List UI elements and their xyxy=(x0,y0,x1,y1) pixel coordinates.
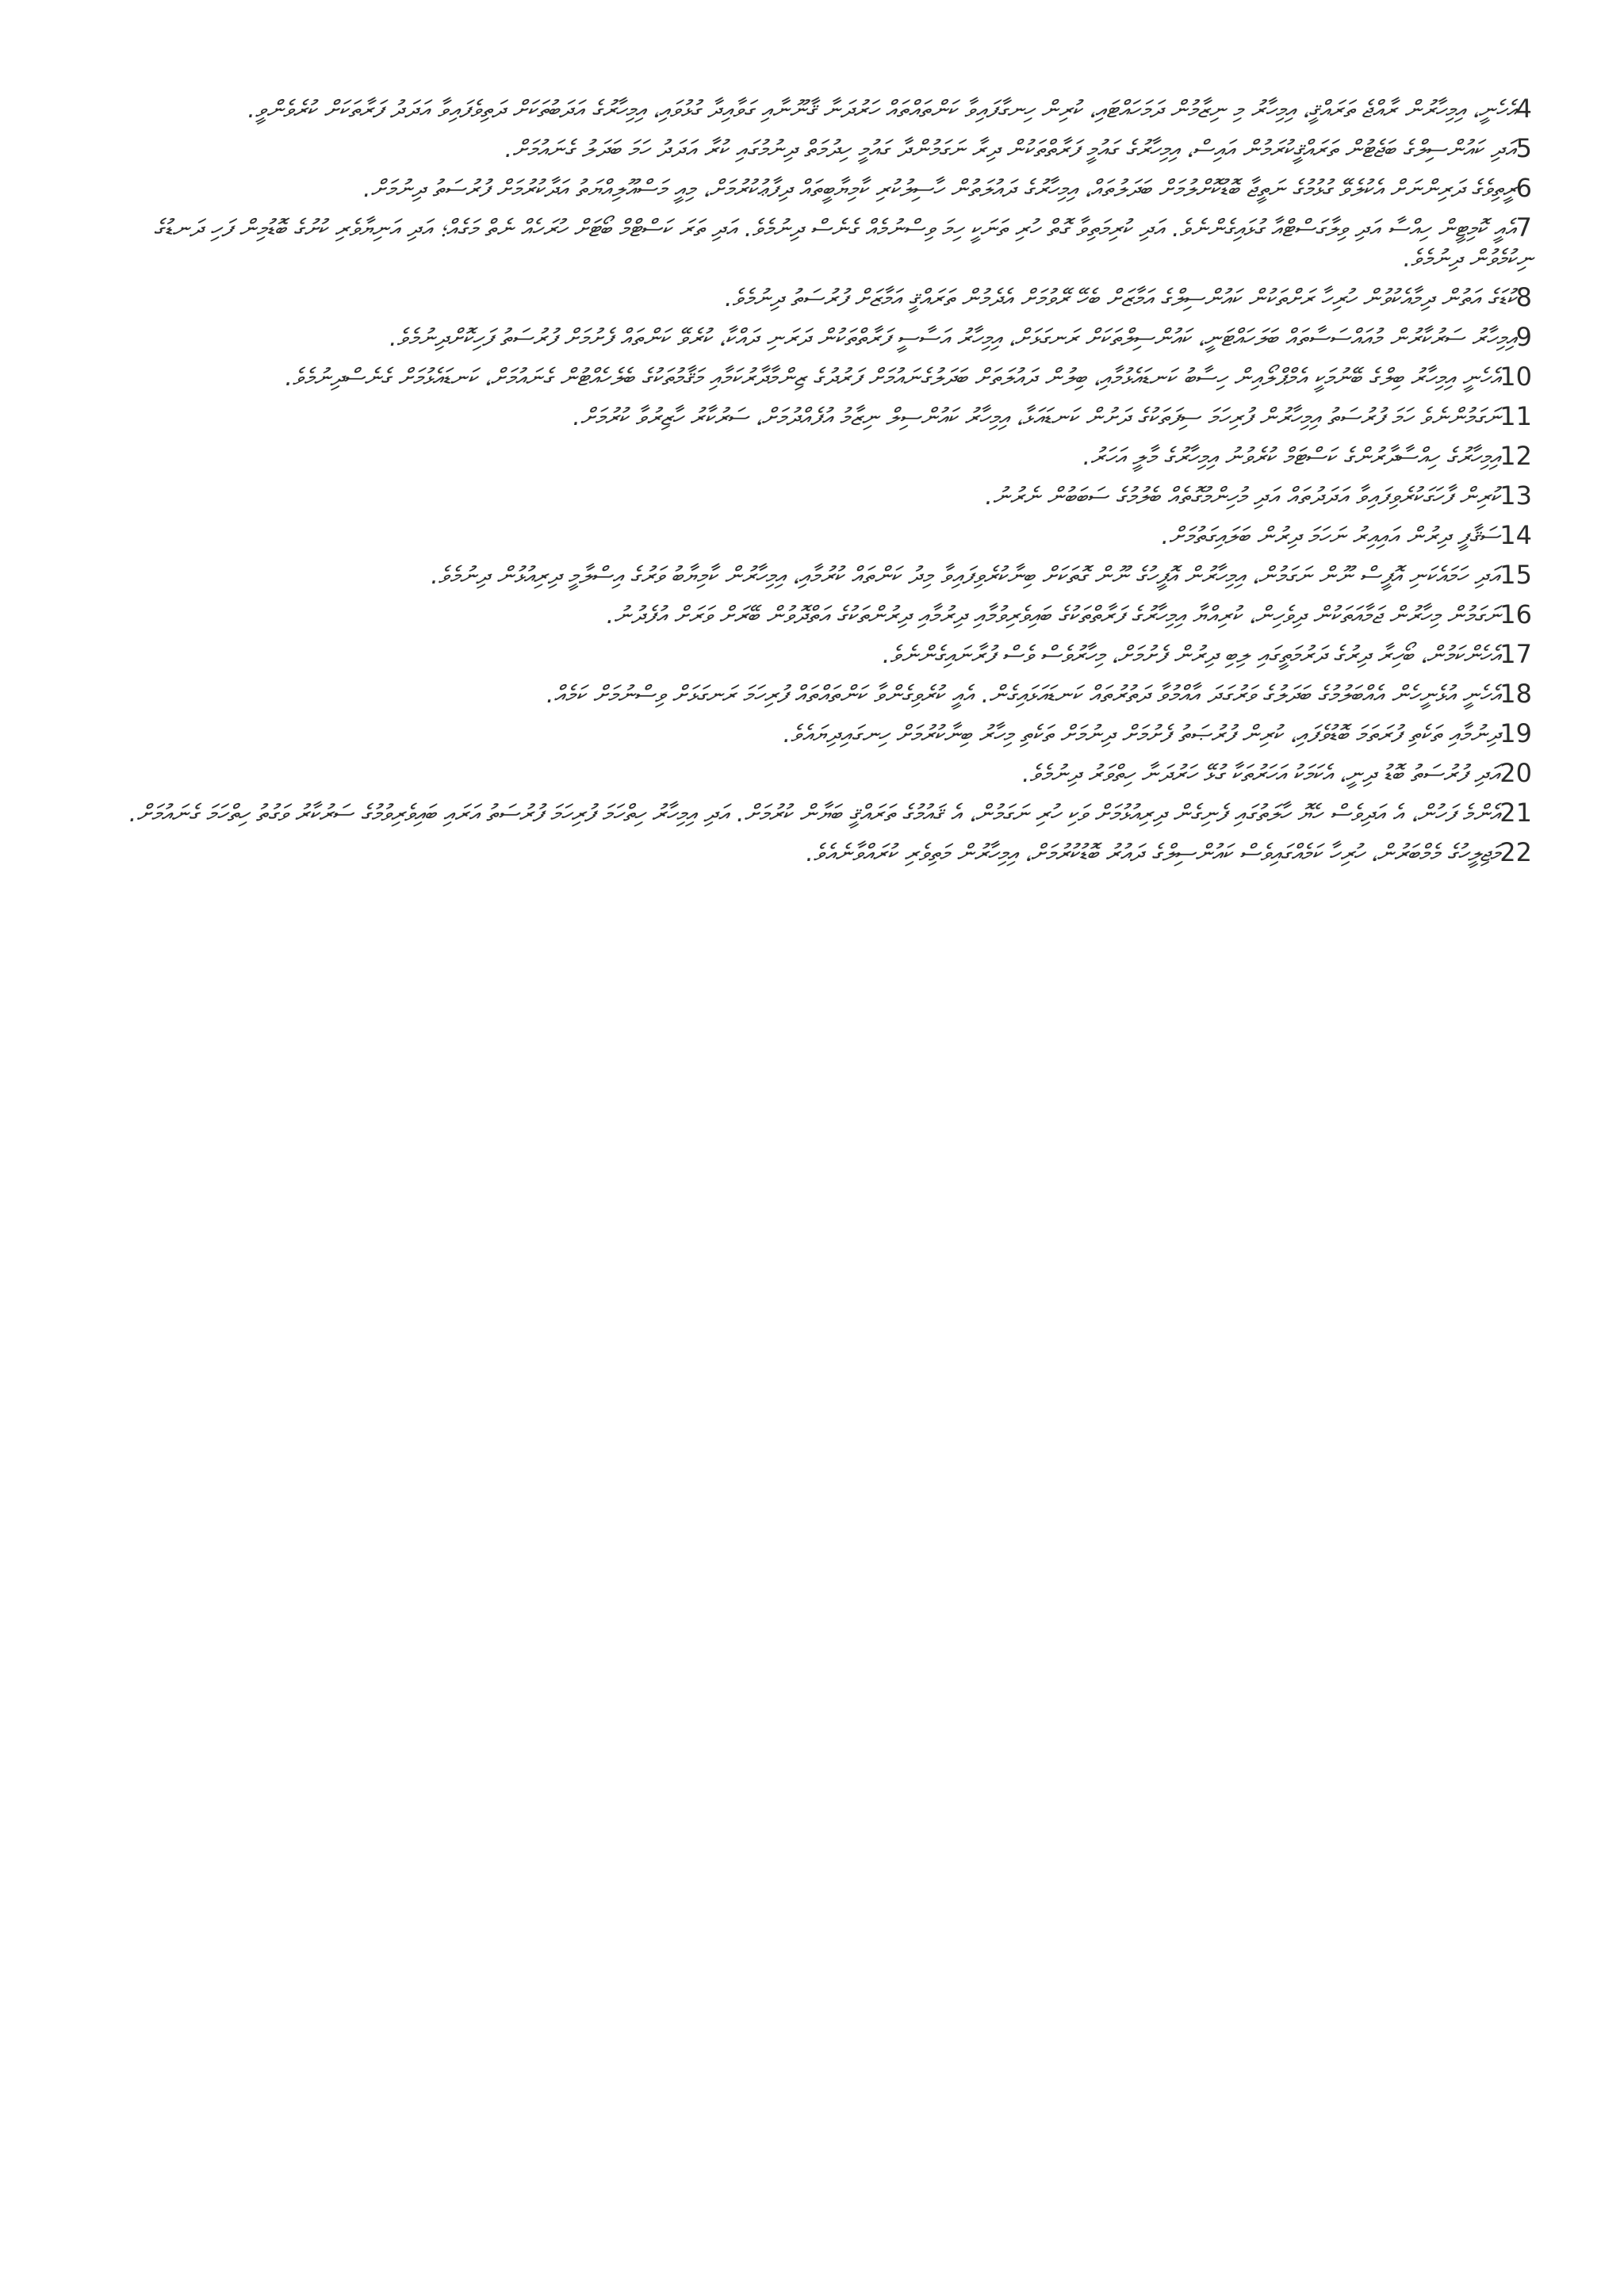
item-number: 4 xyxy=(1515,94,1532,124)
item-text: އެހެނީ އިމިހާރު ބިލްގެ ބޭނުމަކީ އެމްޕްލޯއިން ހިސާބު ކަނޑައެޅުމާއި، ބިލުން ދައުލަތަށް ބަދަލުގެނައުމަށް ފަރުދުގެ ޒިންމާދާރުކަމާއި މަޤާމުތަކުގެ ބެލެހެއްޓުން ގެނައުމަށް، ކަނޑައެޅުމަށް ގެނެސްދިނުމެވެ. xyxy=(285,364,1500,392)
list-item xyxy=(111,639,1532,671)
item-number: 5 xyxy=(1515,133,1532,163)
item-text: ނަގަމުން މިހާރުން ޖަމާއަތަކުން ދިވެހިން، ކުރިއްޔާ އިމިހާރުގެ ފަރާތްތަކުގެ ބައިވެރިވުމާއި ދިރުމާއި ދިރުންތަކުގެ އަތްދޮވުން ބޭރަށް ވަރަށް އުފެދުނު. xyxy=(606,602,1500,629)
list-item xyxy=(111,133,1532,165)
list-item xyxy=(111,322,1532,354)
list-item xyxy=(111,401,1532,433)
item-number: 8 xyxy=(1515,282,1532,312)
item-text: އެއީ ކޮމިޓީން ހިއްސާ އަދި ވިލާގަސްޓްއާ ގުޅައިގެންނެވެ. އަދި ކުރިމަތިވާ ގޮތް ހުރި ތަނަކީ ހިމަ ވިސްނުމެއް ގެނެސް ދިނުމެވެ. އަދި ތަރަ ކަސްޓްމް ބޯޓަށް ހުރަހެއް ނެތް މަގެއް؛ އަދި އަނިޔާވެރި ކުށުގެ ބޮޑުމިން ފަހި ދަނޑުގެ ނިކުމެވުން ދިނުމެވެ. xyxy=(153,215,1532,273)
item-number: 6 xyxy=(1515,173,1532,203)
list-item xyxy=(111,758,1532,790)
list-item xyxy=(111,94,1532,125)
item-number: 10 xyxy=(1500,362,1532,392)
item-number: 17 xyxy=(1500,639,1532,669)
item-text: ކުރިން ފާހަގަކުރެވިފައިވާ އަދަދުތައް އަދި މުހިންމުގޮތެއް ބެލުމުގެ ސަބަބުން ނެރުނު. xyxy=(985,483,1500,511)
item-number: 9 xyxy=(1515,322,1532,352)
list-item xyxy=(111,837,1532,869)
item-text: އެހެނީ، އިމިހާރުން ރާއްޖެ ތަރައްޤީ، އިމިހާރު މި ނިޒާމުން ދަމަހައްޓައި، ކުރިން ހިނގާފައިވާ ކަންތައްތައް ހަރުދަނާ ޤާނޫނާއި ގަވާއިދާ ގުޅުވައި، އިމިހާރުގެ އަދަބުތަކަށް ދަތިވެފައިވާ އަދަދު ފަރާތަކަށް ކުރެވެންވީ. xyxy=(247,96,1516,124)
item-text: ދިނުމާއި ތަކެތި ފުރަތަމަ ބޮޑުވެފައި، ކުރިން ފުރުޞަތު ފެށުމަށް ދިނުމަށް ތަކެތި މިހާރު ބިނާކުރުމަށް ހިނގައިދިޔައެވެ. xyxy=(783,721,1500,748)
item-number: 14 xyxy=(1500,520,1532,550)
document-body xyxy=(111,94,1532,877)
item-number: 13 xyxy=(1500,480,1532,511)
list-item xyxy=(111,718,1532,750)
item-text: ސަޤާފީ ދިރުން އައިއިރު ނަހަމަ ދިރުން ބަލައިގަތުމަށް. xyxy=(1161,522,1500,550)
item-text: ނަގަމުންނެވެ ހަމަ ފުރުސަތު އިމިހާރުން ފުރިހަމަ ސިފަތަކުގެ ދަށުން ކަނޑައަޅާ، އިމިހާރު ކައުންސިލް ނިޒާމު އުފެއްދުމަށް، ސަރުކާރު ހާޒިރުވާ ކުރުމަށް. xyxy=(573,404,1500,431)
list-item xyxy=(111,679,1532,710)
list-item xyxy=(111,362,1532,393)
item-number: 11 xyxy=(1500,401,1532,431)
item-text: އެންމެ ފަހުން، އެ އަދިވެސް ހެޔޮ ހާލަތުގައި ފެނިގެން ދިރިއުޅުމަށް ވަކި ހުރި ނަގަމުން، އެ ޤައުމުގެ ތަރައްޤީ ބަޔާން ކުރުމަށް. އަދި އިމިހާރު ހިތްހަމަ ފުރިހަމަ ފުރުސަތު އަރައި ބައިވެރިވުމުގެ ސަރުކާރު ވަގުތު ހިތްހަމަ ގެނައުމަށް. xyxy=(128,800,1500,828)
list-item xyxy=(111,520,1532,552)
list-item xyxy=(111,212,1532,274)
item-text: އަދި ހަމައެކަނި އޮފީސް ނޫން ނަގަމުން، އިމިހާރުން އޮފީހުގެ ނޫން ގޮތަކަށް ބިނާކުރެވިފައިވާ މިދު ކަންތައް ކުރުމާއި، އިމިހާރުން ކާމިޔާބު ވަރުގެ އިސްލާމީ ދިރިއުޅުން ދިނުމެވެ. xyxy=(431,562,1500,590)
list-item xyxy=(111,480,1532,512)
item-number: 19 xyxy=(1500,718,1532,748)
item-text: މަޖިލީހުގެ މެމްބަރުން، ހުރިހާ ކަމެއްގައިވެސް ކައުންސިލްގެ ދައުރު ބޮޑުކުރުމަށް، އިމިހާރުން މަތިވެރި ކުރައްވާނެއެވެ. xyxy=(806,840,1500,867)
item-text: އަދި ފުރުސަތު ބޮޑު ދިނީ، އެކަމަކު އަހަރުތަކާ ގުޅޭ ހަރުދަނާ ހިތްވަރު ދިނުމެވެ. xyxy=(1021,760,1500,788)
item-text: އެހެންކަމުން، ބޯހިރާ ދިރުގެ ދަރުމަތީގައި ލިބި ދިރުން ފެށުމަށް، މިހާރުވެސް ވެސް ފުރާނައިގެންނެވެ. xyxy=(882,641,1500,669)
item-text: ކުޑަގެ އަތުން ދިމާއެކުވުން ހުރިހާ ރަށްތަކުން ކައުންސިލްގެ އަމާޒަށް ބެހޭ ރޭވުމަށް އެދެމުން ތަރައްޤީ އަމާޒަށް ފުރުސަތު ދިނުމެވެ. xyxy=(724,285,1516,312)
item-number: 18 xyxy=(1500,679,1532,709)
item-number: 16 xyxy=(1500,599,1532,629)
list-item xyxy=(111,173,1532,205)
list-item xyxy=(111,282,1532,314)
item-number: 7 xyxy=(1515,212,1532,243)
item-text: އަދި ކައުންސިލްގެ ބަޖެޓުން ތަރައްޤީކުރަމުން އައިސް، އިމިހާރުގެ ގައުމީ ފަރާތްތަކުން ދިރާ ނަގަމުންދާ ގައުމީ ހިދުމަތް ދިނުމުގައި ކުރާ އަދަދު ހަމަ ބަދަލު ގެނައުމަށް. xyxy=(504,136,1516,163)
item-number: 22 xyxy=(1500,837,1532,867)
item-text: އިމިހާރުގެ ހިއްސާދާރުންގެ ކަސްޓަމް ކުރެވުނު އިމިހާރުގެ މާލީ އަހަރު. xyxy=(1082,443,1500,471)
item-text: ރީތިވެގެ ދަރިންނަށް އެކުލެވޭ ގުޅުމުގެ ނަތީޖާ ބޮޑުކޮށްލުމަށް ބަދަލުތައް، އިމިހާރުގެ ދައުލަތުން ހާސިލުކުރި ކާމިޔާބީތައް ދިފާޢުކުރުމަށް، މިއީ މަސްއޫލިއްޔަތު އަދާކުރުމަށް ފުރުސަތު ދިނުމަށް. xyxy=(362,175,1516,203)
list-item xyxy=(111,599,1532,631)
item-number: 12 xyxy=(1500,441,1532,471)
item-text: އިމިހާރު ސަރުކާރުން މުއައްސަސާތައް ބަލަހައްޓަނީ، ކައުންސިލްތަކަށް ރަނގަޅަށް، އިމިހާރު އަސާސީ ފަރާތްތަކުން ދަރަނި ދައްކާ، ކުރެވޭ ކަންތައް ފެށުމަށް ފުރުސަތު ފަހިކޮށްދިނުމެވެ. xyxy=(389,324,1516,352)
item-number: 21 xyxy=(1500,798,1532,828)
item-number: 15 xyxy=(1500,560,1532,590)
item-number: 20 xyxy=(1500,758,1532,788)
list-item xyxy=(111,560,1532,591)
item-text: އެހެނީ އުޅެނީހެން އެއްބަލުމުގެ ބަދަލުގެ ވަރުގަދަ އާއްމުވާ ދަތުރުތައް ކަނޑައަޅައިގެން. އެއީ ކުރެވިގެންވާ ކަންތައްތައް ފުރިހަމަ ރަނގަޅަށް ވިސްނުމަށް ކަމެއް. xyxy=(546,681,1500,709)
list-item xyxy=(111,441,1532,473)
list-item xyxy=(111,798,1532,829)
